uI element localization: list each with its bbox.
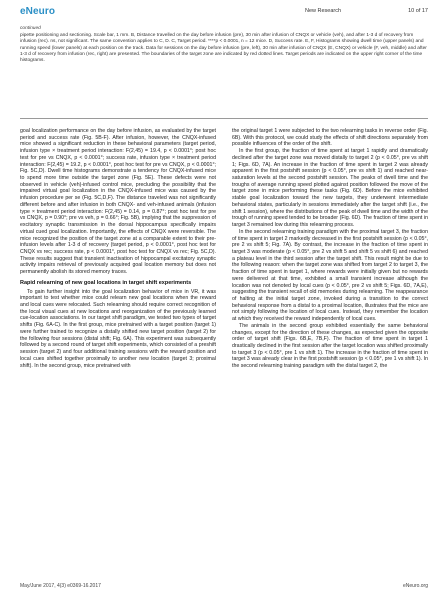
caption-continued-label: continued — [20, 26, 41, 31]
journal-logo — [20, 6, 55, 17]
page-header — [20, 6, 428, 20]
page-number: 10 of 17 — [408, 8, 428, 14]
journal-logo-text: eNeuro — [20, 6, 56, 17]
caption-divider — [20, 118, 428, 119]
body-paragraph: The animals in the second group exhibited essentially the same behavioral changes, except for the direction of these changes, as expected given the opposite order of target shift (Figs. 6B,E, 7B,F). The fraction of time spent in target 1 drastically declined in the first session after the target location was shifted proximally to target 3 (p < 0.05°, pre 1 vs shift 1). The increase in the fraction of time spent in target 3 was already clear in the first postshift session (p < 0.05°, pre 1 vs shift 1). In the second relearning training paradigm with the distal target 2, the — [232, 322, 428, 370]
section-heading: Rapid relearning of new goal locations in target shift experiments — [20, 279, 192, 286]
body-paragraph: In the second relearning training paradigm with the proximal target 3, the fraction of time spent in target 2 markedly decreased in the first postshift session (p < 0.05°, pre 2 vs shift 5; Fig. 7A). By contrast, the increase in the fraction of time spent in target 3 was moderate (p < 0.05°, pre 2 vs shift 5 and shift 5 vs shift 6) and reached a plateau level in the third session after the target shift. This result might be due to the following reason: when the target zone was shifted from target 2 to target 3, the fraction of time spent in target 1, where rewards were initially given but no rewards were delivered at that time, exhibited a small transient increase although the location was not denoted by local cues (p < 0.05°, pre 2 vs shift 5; Figs. 6D, 7A,E), suggesting the transient recall of old memories during relearning. The reappearance of halting at the initial target zone, invoked during a transition to the correct behavioral response from a distal to a proximal location, illustrates that the mice are not simply following the location of local cues. Instead, they remember the location at which they received the reward independently of local cues. — [232, 228, 428, 323]
footer-website: eNeuro.org — [402, 583, 428, 589]
left-column — [20, 128, 216, 369]
footer-citation: May/June 2017, 4(3) e0369-16.2017 — [20, 583, 101, 589]
body-paragraph: the original target 1 were subjected to the two relearning tasks in reverse order (Fig. 6B). With this protocol, we could study the effects of shift directions separately from possible influences of the order of the shift. — [232, 128, 428, 148]
right-column — [232, 128, 428, 370]
body-paragraph: In the first group, the fraction of time spent at target 1 rapidly and dramatically declined after the target zone was moved distally to target 2 (p < 0.05°, pre vs shift 1; Figs. 6D, 7A). An increase in the fraction of time spent in target 2 was already apparent in the first postshift session (p < 0.05°, pre vs shift 1) and reached near-saturation levels at the second postshift session. The peaks of dwell time and the troughs of average running speed plotted against position followed the move of the target zone in mice performing these tasks (Fig. 6D). Before the mice exhibited stable goal localization toward the new targets, they underwent intermediate behavioral states, particularly in sessions immediately after the target shift (i.e., the shift 1 session), where the distributions of the peak of dwell time and the width of the trough of running speed tended to be broader (Fig. 6D). The fraction of time spent in target 3 remained low during this relearning process. — [232, 148, 428, 229]
body-paragraph: To gain further insight into the goal localization behavior of mice in VR, it was important to test whether mice could relearn new goal locations when the reward and local cues were relocated. Such relearning should require correct recognition of the local visual cues at new locations and reorganization of the previously learned cue-location associations. In our target shift paradigm, we tested two types of target shifts (Fig. 6A-C). In the first group, mice pretrained with a target position (target 1) were further trained to recognize a distally shifted new target position (target 2) for the following four sessions (distal shift; Fig. 6A). This experiment was subsequently followed by a second round of target shift experiments, which consisted of a preshift session (target 2) and four additional training sessions with the reward position and local cues shifted together proximally to another new location (target 3; proximal shift). In the second group, mice pretrained with — [20, 288, 216, 369]
figure-caption: pipette positioning and sectioning. Scale bar, 1 mm. B, Distance travelled on the day before infusion (pre), 30 min after infusion of CNQX or vehicle (veh), and after 1-3 d of recovery from infusion (rec). ns, not significant. The same convention applies to C, D. C, Target period. ****p < 0.0001, n = 12 mice. D, Success rate. E, F, Histograms showing dwell time (upper panels) and running speed (lower panels) at each position on the track. Data for sessions on the day before infusion (pre, left), 30 min after infusion of CNQX (E, CNQX) or vehicle (F, veh, middle) and after 1-3 d of recovery from infusion (rec, right) are presented. The boundaries of the target zone are indicated by red dotted lines. Target periods are indicated on the upper right corner of the time histograms. — [20, 33, 427, 64]
section-label: New Research — [305, 8, 342, 14]
body-paragraph: goal localization performance on the day before infusion, as evaluated by the target period and success rate (Fig. 5B-F). After infusion, however, the CNQX-infused mice showed a significant reduction in these behavioral parameters (target period, infusion type × treatment period interaction: F(2,45) = 19.4, p < 0.0001°; post hoc test for pre vs CNQX, p < 0.0001°; success rate, infusion type × treatment period interaction: F(2,45) = 19.2, p < 0.0001°, post hoc test for pre vs CNQX, p < 0.0001°; Fig. 5C,D). Dwell time histograms demonstrate a tendency for CNQX-infused mice to spend more time outside the target zone (Fig. 5E). These defects were not observed in vehicle (veh)-infused control mice, precluding the possibility that the impaired virtual goal localization in the CNQX-infused mice was caused by the infusion procedure per se (Fig. 5C,D,F). The distance traveled was not significantly different before and after infusion in both CNQX- and veh-infused animals (infusion type × treatment period interaction: F(2,45) = 0.14, p = 0.87°; post hoc test for pre vs CNQX, p = 0.90°; pre vs veh, p = 0.66°; Fig. 5B), implying that the suppression of excitatory synaptic transmission in the dorsal hippocampus specifically impairs virtual cued goal localization. Importantly, the effects of CNQX were reversible. The mice recognized the position of the target zone at a comparable extent to their pre-infusion levels after 1-3 d of recovery (target period, p < 0.0001°, post hoc test for CNQX vs rec; success rate, p < 0.0001°, post hoc test for CNQX vs rec; Fig. 5C,D). These results suggest that transient inactivation of hippocampal excitatory synaptic activity impairs retrieval of previously acquired goal location memory but does not permanently abolish its stored memory traces. — [20, 128, 216, 276]
page-footer — [20, 583, 428, 591]
